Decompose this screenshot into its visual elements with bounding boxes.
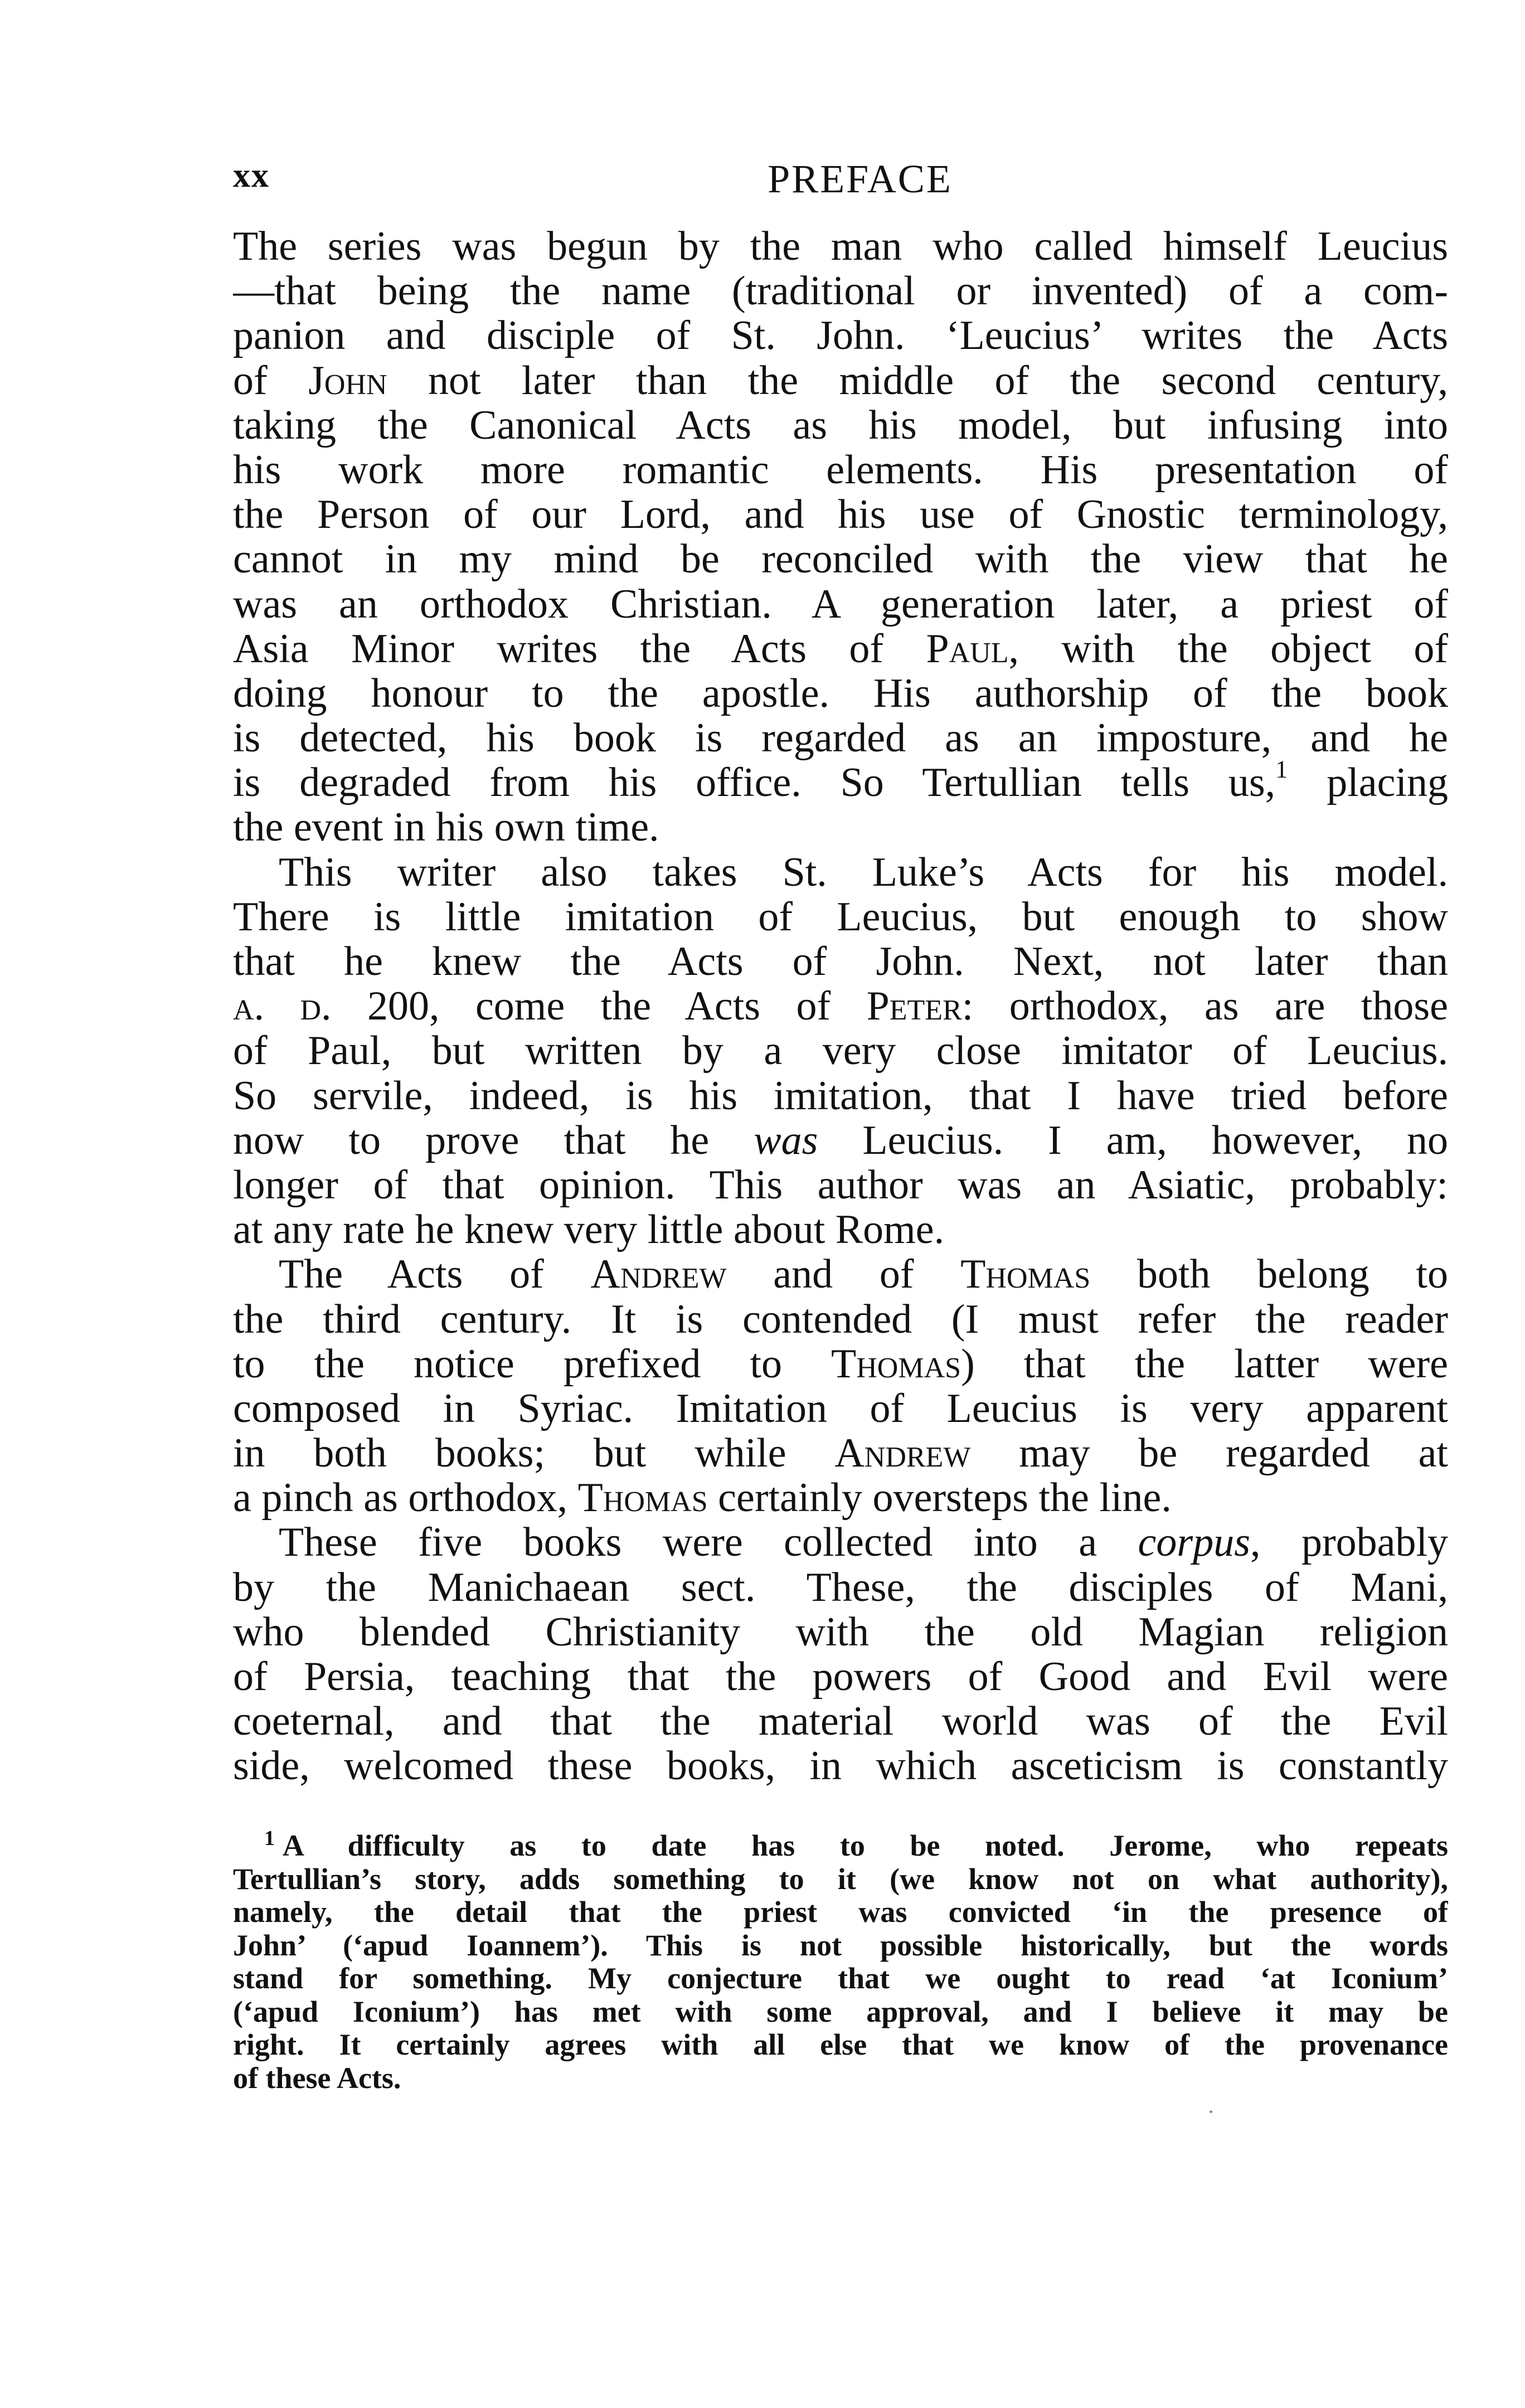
page-number: xx xyxy=(233,157,270,195)
text-line: by the Manichaean sect. These, the disciples of Mani, xyxy=(233,1565,1448,1610)
text-line: panion and disciple of St. John. ‘Leucius’ writes the Acts xyxy=(233,313,1448,358)
footnote-line: Tertullian’s story, adds something to it (we know not on what authority), xyxy=(233,1862,1448,1896)
text-line: in both books; but while Andrew may be regarded at xyxy=(233,1431,1448,1476)
text-line: a. d. 200, come the Acts of Peter: orthodox, as are those xyxy=(233,984,1448,1029)
text-line: doing honour to the apostle. His authorship of the book xyxy=(233,671,1448,716)
scan-speck xyxy=(1210,2110,1212,2113)
text-line: —that being the name (traditional or invented) of a com- xyxy=(233,269,1448,314)
text-line: a pinch as orthodox, Thomas certainly oversteps the line. xyxy=(233,1475,1172,1521)
small-caps-name: Thomas xyxy=(577,1475,708,1521)
footnote-line: of these Acts. xyxy=(233,2061,401,2095)
text-line: Asia Minor writes the Acts of Paul, with the object of xyxy=(233,626,1448,671)
text-line: of John not later than the middle of the second century, xyxy=(233,358,1448,403)
text-line: These five books were collected into a corpus, probably xyxy=(279,1520,1448,1565)
paragraph-4 xyxy=(233,1520,1448,1788)
text-line: This writer also takes St. Luke’s Acts for his model. xyxy=(279,849,1448,895)
footnote-line: $^1$ A difficulty as to date has to be noted. Jerome, who repeats xyxy=(233,1829,1448,1863)
text-line: longer of that opinion. This author was an Asiatic, probably: xyxy=(233,1162,1448,1208)
paragraph-3 xyxy=(233,1252,1448,1520)
small-caps-name: a. d. xyxy=(233,984,332,1029)
text-line: the Person of our Lord, and his use of Gnostic terminology, xyxy=(233,492,1448,537)
text-line: his work more romantic elements. His presentation of xyxy=(233,447,1448,493)
italic-text: was xyxy=(754,1118,818,1163)
text-line: side, welcomed these books, in which asceticism is constantly xyxy=(233,1744,1448,1789)
text-line: taking the Canonical Acts as his model, but infusing into xyxy=(233,402,1448,448)
footnote-reference: 1 xyxy=(1275,760,1288,783)
text-line: There is little imitation of Leucius, but enough to show xyxy=(233,894,1448,939)
footnote xyxy=(233,1829,1448,2095)
text-line: the third century. It is contended (I must refer the reader xyxy=(233,1297,1448,1342)
text-line: was an orthodox Christian. A generation later, a priest of xyxy=(233,581,1448,627)
small-caps-name: Andrew xyxy=(834,1431,971,1476)
text-line: So servile, indeed, is his imitation, that I have tried before xyxy=(233,1073,1448,1118)
small-caps-name: Thomas xyxy=(831,1341,961,1386)
footnote-line: John’ (‘apud Ioannem’). This is not possible historically, but the words xyxy=(233,1929,1448,1962)
footnote-marker: 1 xyxy=(264,1829,275,1851)
text-line: who blended Christianity with the old Magian religion xyxy=(233,1609,1448,1654)
text-line: coeternal, and that the material world was of the Evil xyxy=(233,1699,1448,1744)
text-line: composed in Syriac. Imitation of Leucius is very apparent xyxy=(233,1386,1448,1431)
text-line: now to prove that he was Leucius. I am, however, no xyxy=(233,1118,1448,1163)
text-line: at any rate he knew very little about Rome. xyxy=(233,1207,945,1252)
text-line: to the notice prefixed to Thomas) that the latter were xyxy=(233,1341,1448,1386)
text-line: of Paul, but written by a very close imitator of Leucius. xyxy=(233,1028,1448,1074)
page-header xyxy=(233,156,1448,212)
small-caps-name: Andrew xyxy=(590,1252,727,1297)
text-line: The series was begun by the man who called himself Leucius xyxy=(233,224,1448,269)
paragraph-1 xyxy=(233,224,1448,850)
text-line: The Acts of Andrew and of Thomas both belong to xyxy=(279,1252,1448,1297)
footnote-line: (‘apud Iconium’) has met with some approval, and I believe it may be xyxy=(233,1995,1448,2028)
text-line: that he knew the Acts of John. Next, not later than xyxy=(233,939,1448,984)
footnote-line: stand for something. My conjecture that we ought to read ‘at Iconium’ xyxy=(233,1962,1448,1995)
text-line: is detected, his book is regarded as an imposture, and he xyxy=(233,716,1448,761)
small-caps-name: Thomas xyxy=(960,1252,1091,1297)
text-line: is degraded from his office. So Tertullian tells us,$^1$ placing xyxy=(233,760,1448,805)
italic-text: corpus xyxy=(1138,1520,1250,1565)
paragraph-2 xyxy=(233,850,1448,1252)
footnote-line: namely, the detail that the priest was convicted ‘in the presence of xyxy=(233,1896,1448,1929)
text-line: the event in his own time. xyxy=(233,805,659,850)
main-text xyxy=(233,224,1448,1789)
footnote-line: right. It certainly agrees with all else that we know of the provenance xyxy=(233,2028,1448,2061)
small-caps-name: Peter xyxy=(866,984,962,1029)
running-title: PREFACE xyxy=(768,157,953,201)
text-line: cannot in my mind be reconciled with the view that he xyxy=(233,537,1448,582)
small-caps-name: Paul xyxy=(926,626,1009,671)
small-caps-name: John xyxy=(308,358,387,403)
text-line: of Persia, teaching that the powers of Good and Evil were xyxy=(233,1654,1448,1700)
